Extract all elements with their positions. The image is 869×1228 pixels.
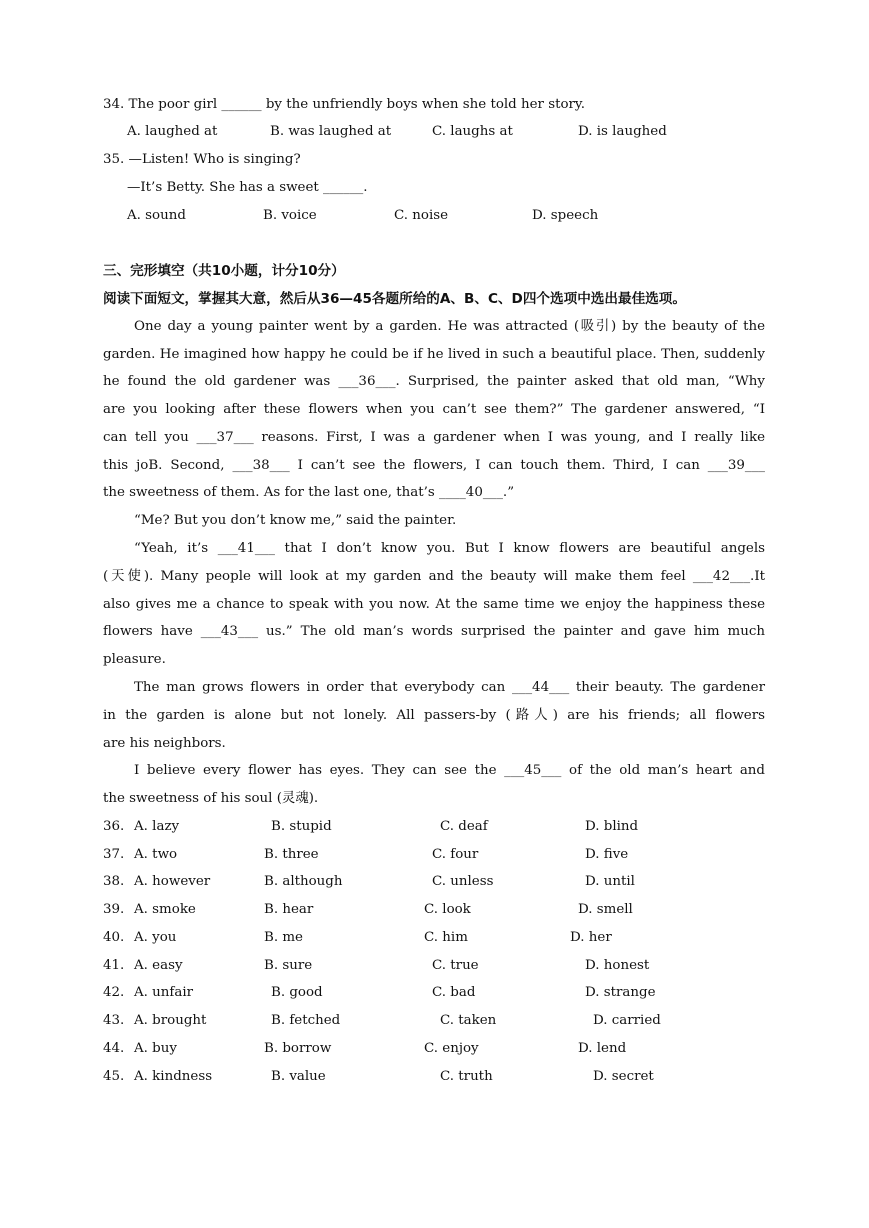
option-d: D. her [570,930,612,945]
option-a: A. lazy [134,819,180,834]
q35-option-d: D. speech [532,208,599,223]
option-b: B. hear [264,902,314,917]
option-d: D. smell [578,902,633,917]
option-a: A. two [134,847,178,862]
q34-option-c: C. laughs at [432,124,513,139]
q34-stem: 34. The poor girl ______ by the unfriendly boys when she told her story. [103,97,585,112]
question-number: 40. [103,930,125,945]
q35-reply: —It’s Betty. She has a sweet ______. [127,180,368,195]
passage-line: I believe every flower has eyes. They can see the ___45___ of the old man’s heart and [134,763,765,778]
passage-line: The man grows flowers in order that everybody can ___44___ their beauty. The gardener [134,680,765,695]
passage-line: pleasure. [103,652,166,667]
q35-option-c: C. noise [394,208,449,223]
passage-line: the sweetness of his soul (灵魂). [103,791,319,806]
option-a: A. easy [134,958,183,973]
question-number: 41. [103,958,125,973]
option-b: B. although [264,874,343,889]
section-instruction: 阅读下面短文，掌握其大意，然后从36—45各题所给的A、B、C、D四个选项中选出最佳选项。 [103,291,686,307]
passage-line: are his neighbors. [103,736,226,751]
option-d: D. lend [578,1041,627,1056]
question-number: 44. [103,1041,125,1056]
option-a: A. buy [134,1041,177,1056]
option-d: D. honest [585,958,650,973]
option-c: C. look [424,902,471,917]
option-c: C. bad [432,985,476,1000]
section-heading: 三、完形填空（共10小题，计分10分） [103,263,345,279]
passage-line: “Yeah, it’s ___41___ that I don’t know you. But I know flowers are beautiful angels [134,541,765,556]
option-a: A. smoke [134,902,196,917]
question-number: 39. [103,902,125,917]
option-b: B. me [264,930,303,945]
option-c: C. unless [432,874,494,889]
option-a: A. kindness [134,1069,213,1084]
option-c: C. him [424,930,468,945]
option-d: D. blind [585,819,639,834]
q35-option-a: A. sound [127,208,186,223]
option-c: C. four [432,847,479,862]
option-c: C. true [432,958,479,973]
question-number: 37. [103,847,125,862]
option-c: C. enjoy [424,1041,479,1056]
passage-line: flowers have ___43___ us.” The old man’s words surprised the painter and gave him much [103,624,765,639]
option-b: B. fetched [271,1013,341,1028]
passage-line: in the garden is alone but not lonely. All passers-by (路人) are his friends; all flowers [103,708,765,723]
option-b: B. good [271,985,323,1000]
question-number: 38. [103,874,125,889]
option-d: D. five [585,847,629,862]
option-c: C. taken [440,1013,497,1028]
passage-line: “Me? But you don’t know me,” said the painter. [134,513,457,528]
question-number: 36. [103,819,125,834]
q35-stem: 35. —Listen! Who is singing? [103,152,301,167]
passage-line: the sweetness of them. As for the last one, that’s ____40___.” [103,485,515,500]
passage-line: also gives me a chance to speak with you now. At the same time we enjoy the happiness these [103,597,765,612]
q35-option-b: B. voice [263,208,317,223]
passage-line: are you looking after these flowers when you can’t see them?” The gardener answered, “I [103,402,765,417]
q34-option-d: D. is laughed [578,124,667,139]
q34-option-b: B. was laughed at [270,124,392,139]
question-number: 43. [103,1013,125,1028]
option-a: A. however [134,874,211,889]
option-d: D. carried [593,1013,661,1028]
option-b: B. sure [264,958,313,973]
passage-line: One day a young painter went by a garden. He was attracted (吸引) by the beauty of the [134,319,765,334]
passage-line: he found the old gardener was ___36___. Surprised, the painter asked that old man, “Why [103,374,765,389]
passage-line: this joB. Second, ___38___ I can’t see the flowers, I can touch them. Third, I can ___39___ [103,458,765,473]
option-a: A. brought [134,1013,207,1028]
option-d: D. secret [593,1069,654,1084]
question-number: 45. [103,1069,125,1084]
q34-option-a: A. laughed at [127,124,218,139]
option-a: A. unfair [134,985,194,1000]
question-number: 42. [103,985,125,1000]
option-b: B. value [271,1069,326,1084]
option-a: A. you [134,930,177,945]
passage-line: garden. He imagined how happy he could be if he lived in such a beautiful place. Then, suddenly [103,347,765,362]
option-b: B. stupid [271,819,332,834]
option-d: D. strange [585,985,656,1000]
option-c: C. truth [440,1069,493,1084]
option-d: D. until [585,874,635,889]
option-b: B. borrow [264,1041,332,1056]
option-b: B. three [264,847,319,862]
option-c: C. deaf [440,819,488,834]
passage-line: can tell you ___37___ reasons. First, I was a gardener when I was young, and I really like [103,430,765,445]
passage-line: (天使). Many people will look at my garden and the beauty will make them feel ___42___.It [103,569,765,584]
